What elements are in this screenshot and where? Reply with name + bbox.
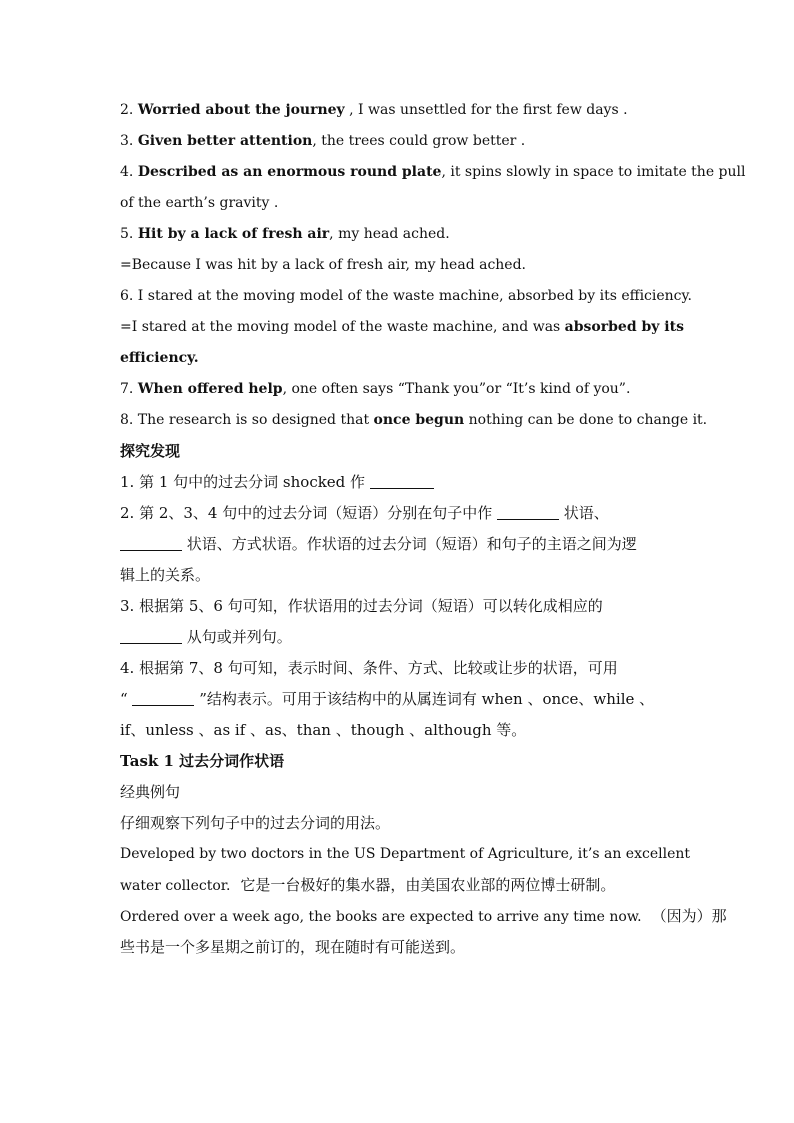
example-6-equivalent: =I stared at the moving model of the waste machine, and was absorbed by its [120,319,684,335]
answer-blank-2a[interactable] [497,505,559,520]
question-3-line-2: 从句或并列句。 [120,622,674,653]
answer-blank-2b[interactable] [120,536,182,551]
question-2-line-2: 状语、方式状语。作状语的过去分词（短语）和句子的主语之间为逻 [120,529,674,560]
question-2-line-1: 2. 第 2、3、4 句中的过去分词（短语）分别在句子中作 状语、 [120,504,609,522]
example-4: 4. Described as an enormous round plate, it spins slowly in space to imitate the pull [120,164,746,180]
example-5: 5. Hit by a lack of fresh air, my head ached. [120,226,450,242]
answer-blank-3[interactable] [120,629,182,644]
question-1: 1. 第 1 句中的过去分词 shocked 作 [120,467,674,498]
example-7: 7. When offered help, one often says “Thank you”or “It’s kind of you”. [120,381,631,397]
answer-blank-1[interactable] [370,474,434,489]
answer-blank-4[interactable] [132,691,194,706]
question-3-line-1: 3. 根据第 5、6 句可知，作状语用的过去分词（短语）可以转化成相应的 [120,597,603,615]
task-1-heading: Task 1 过去分词作状语 [120,752,285,770]
example-6: 6. I stared at the moving model of the waste machine, absorbed by its efficiency. [120,288,693,304]
example-6-equivalent-cont: efficiency. [120,350,199,366]
task-instruction: 仔细观察下列句子中的过去分词的用法。 [120,814,391,832]
question-2-line-3: 辑上的关系。 [120,566,211,584]
classic-sentence-1-cont: water collector. 它是一台极好的集水器，由美国农业部的两位博士研制。 [120,876,616,894]
example-3: 3. Given better attention, the trees could grow better . [120,133,526,149]
explore-heading: 探究发现 [120,442,181,460]
classic-examples-subtitle: 经典例句 [120,783,181,801]
example-2: 2. Worried about the journey , I was unsettled for the first few days . [120,102,628,118]
question-4-line-3: if、unless 、as if 、as、than 、though 、although 等。 [120,721,527,739]
question-4-line-1: 4. 根据第 7、8 句可知，表示时间、条件、方式、比较或让步的状语，可用 [120,659,618,677]
classic-sentence-1: Developed by two doctors in the US Department of Agriculture, it’s an excellent [120,846,690,862]
example-4-cont: of the earth’s gravity . [120,195,279,211]
example-5-equivalent: =Because I was hit by a lack of fresh air, my head ached. [120,257,527,273]
classic-sentence-2-translation: 些书是一个多星期之前订的，现在随时有可能送到。 [120,938,466,956]
content-column [120,95,746,963]
example-8: 8. The research is so designed that once begun nothing can be done to change it. [120,412,708,428]
classic-sentence-2: Ordered over a week ago, the books are expected to arrive any time now. （因为）那 [120,907,727,925]
question-4-line-2: “ ”结构表示。可用于该结构中的从属连词有 when 、once、while 、 [120,690,655,708]
